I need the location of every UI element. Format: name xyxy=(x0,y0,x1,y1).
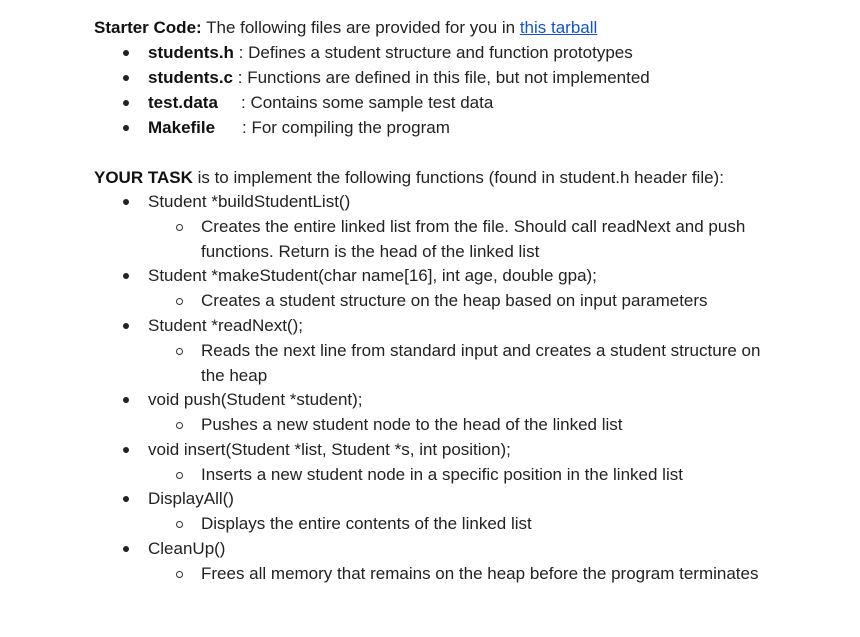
bullet-icon xyxy=(123,447,129,453)
file-item xyxy=(148,68,650,88)
file-name: students.h xyxy=(148,43,234,62)
file-name: test.data xyxy=(148,93,218,112)
function-description: Reads the next line from standard input and creates a student structure on xyxy=(201,341,761,360)
bullet-icon xyxy=(123,323,129,329)
function-description: Frees all memory that remains on the heap before the program terminates xyxy=(201,564,759,583)
bullet-icon xyxy=(123,100,129,106)
function-description: the heap xyxy=(201,366,268,385)
task-label: YOUR TASK xyxy=(94,168,193,187)
function-description: Inserts a new student node in a specific position in the linked list xyxy=(201,465,683,484)
function-description: Creates a student structure on the heap based on input parameters xyxy=(201,291,708,310)
tarball-link[interactable]: this tarball xyxy=(519,18,598,37)
file-name: students.c xyxy=(148,68,234,87)
sub-bullet-icon xyxy=(176,571,183,578)
sub-bullet-icon xyxy=(176,348,183,355)
file-item xyxy=(148,93,218,113)
starter-code-label: Starter Code: xyxy=(94,18,202,37)
bullet-icon xyxy=(123,125,129,131)
bullet-icon xyxy=(123,50,129,56)
starter-code-paragraph xyxy=(94,18,597,38)
file-desc: : Functions are defined in this file, but not implemented xyxy=(233,68,650,87)
function-description: functions. Return is the head of the linked list xyxy=(201,242,540,261)
function-signature: Student *buildStudentList() xyxy=(148,192,351,211)
function-description: Pushes a new student node to the head of the linked list xyxy=(201,415,623,434)
sub-bullet-icon xyxy=(176,422,183,429)
file-item xyxy=(148,118,215,138)
bullet-icon xyxy=(123,273,129,279)
sub-bullet-icon xyxy=(176,521,183,528)
function-signature: DisplayAll() xyxy=(148,489,234,508)
sub-bullet-icon xyxy=(176,472,183,479)
function-description: Displays the entire contents of the linked list xyxy=(201,514,532,533)
file-desc: : For compiling the program xyxy=(242,118,450,137)
function-signature: CleanUp() xyxy=(148,539,226,558)
bullet-icon xyxy=(123,75,129,81)
bullet-icon xyxy=(123,496,129,502)
function-signature: Student *makeStudent(char name[16], int age, double gpa); xyxy=(148,266,597,285)
bullet-icon xyxy=(123,546,129,552)
function-description: Creates the entire linked list from the file. Should call readNext and push xyxy=(201,217,746,236)
sub-bullet-icon xyxy=(176,224,183,231)
task-text: is to implement the following functions (found in student.h header file): xyxy=(192,168,724,187)
starter-code-text: The following files are provided for you in xyxy=(201,18,520,37)
file-desc: : Contains some sample test data xyxy=(241,93,494,112)
file-name: Makefile xyxy=(148,118,216,137)
sub-bullet-icon xyxy=(176,298,183,305)
function-signature: Student *readNext(); xyxy=(148,316,303,335)
bullet-icon xyxy=(123,199,129,205)
file-desc: : Defines a student structure and function prototypes xyxy=(233,43,633,62)
function-signature: void insert(Student *list, Student *s, int position); xyxy=(148,440,511,459)
bullet-icon xyxy=(123,397,129,403)
function-signature: void push(Student *student); xyxy=(148,390,363,409)
file-item xyxy=(148,43,633,63)
task-paragraph xyxy=(94,168,724,188)
